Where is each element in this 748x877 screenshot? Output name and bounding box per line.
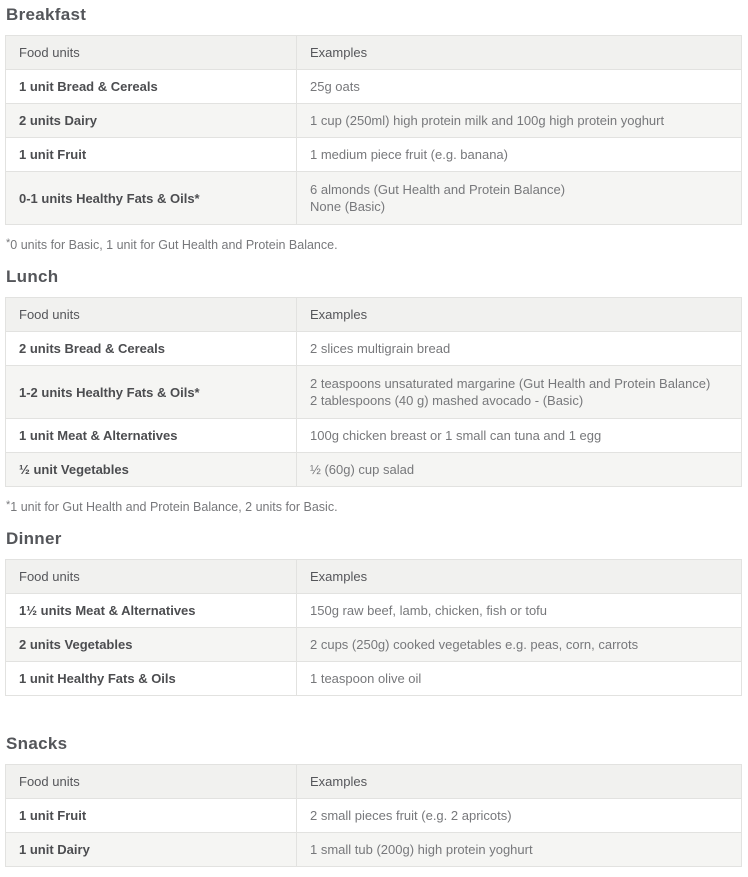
section-title: Snacks (6, 734, 68, 753)
table-row (6, 104, 742, 138)
examples-cell (297, 833, 742, 867)
section-dinner (5, 529, 742, 696)
examples-cell (297, 366, 742, 419)
food-units-cell: 1½ units Meat & Alternatives (6, 594, 297, 628)
food-units-cell: 1 unit Bread & Cereals (6, 70, 297, 104)
examples-cell (297, 104, 742, 138)
food-units-cell: 1 unit Fruit (6, 799, 297, 833)
footnote (6, 499, 742, 515)
snacks-table (5, 764, 742, 867)
example-line: 2 slices multigrain bread (310, 341, 451, 356)
food-units-cell: 2 units Dairy (6, 104, 297, 138)
table-row (6, 419, 742, 453)
food-units-cell: ½ unit Vegetables (6, 453, 297, 487)
table-row (6, 70, 742, 104)
example-line: None (Basic) (310, 199, 386, 214)
table-header-row (6, 765, 742, 799)
example-line: 2 teaspoons unsaturated margarine (Gut Health and Protein Balance) (310, 376, 711, 391)
food-units-cell: 1 unit Healthy Fats & Oils (6, 662, 297, 696)
examples-cell (297, 628, 742, 662)
examples-cell (297, 332, 742, 366)
examples-cell (297, 138, 742, 172)
food-units-cell: 2 units Bread & Cereals (6, 332, 297, 366)
example-line: 150g raw beef, lamb, chicken, fish or tofu (310, 603, 548, 618)
example-line: 6 almonds (Gut Health and Protein Balance) (310, 182, 566, 197)
column-header-examples: Examples (297, 560, 742, 594)
section-snacks (5, 734, 742, 867)
food-units-cell: 1 unit Fruit (6, 138, 297, 172)
column-header-examples: Examples (297, 298, 742, 332)
section-title: Breakfast (6, 5, 87, 24)
example-line: 25g oats (310, 79, 360, 94)
example-line: 2 tablespoons (40 g) mashed avocado - (Basic) (310, 393, 584, 408)
footnote-text: 1 unit for Gut Health and Protein Balance, 2 units for Basic. (10, 500, 338, 514)
column-header-food-units: Food units (6, 765, 297, 799)
example-line: 1 medium piece fruit (e.g. banana) (310, 147, 508, 162)
section-breakfast (5, 5, 742, 253)
food-units-cell: 1 unit Meat & Alternatives (6, 419, 297, 453)
column-header-examples: Examples (297, 765, 742, 799)
table-row (6, 366, 742, 419)
examples-cell (297, 799, 742, 833)
lunch-table (5, 297, 742, 487)
examples-cell (297, 172, 742, 225)
examples-cell (297, 453, 742, 487)
table-row (6, 453, 742, 487)
footnote-marker: * (6, 499, 11, 511)
example-line: 100g chicken breast or 1 small can tuna and 1 egg (310, 428, 602, 443)
examples-cell (297, 594, 742, 628)
table-header-row (6, 36, 742, 70)
column-header-examples: Examples (297, 36, 742, 70)
table-row (6, 799, 742, 833)
example-line: 1 teaspoon olive oil (310, 671, 422, 686)
table-row (6, 662, 742, 696)
table-row (6, 332, 742, 366)
examples-cell (297, 662, 742, 696)
table-row (6, 833, 742, 867)
examples-cell (297, 419, 742, 453)
table-header-row (6, 560, 742, 594)
table-header-row (6, 298, 742, 332)
table-row (6, 172, 742, 225)
table-row (6, 628, 742, 662)
table-row (6, 594, 742, 628)
table-row (6, 138, 742, 172)
example-line: 2 small pieces fruit (e.g. 2 apricots) (310, 808, 512, 823)
food-units-cell: 1 unit Dairy (6, 833, 297, 867)
section-title: Lunch (6, 267, 59, 286)
section-lunch (5, 267, 742, 515)
column-header-food-units: Food units (6, 298, 297, 332)
dinner-table (5, 559, 742, 696)
example-line: 1 small tub (200g) high protein yoghurt (310, 842, 533, 857)
footnote-marker: * (6, 237, 11, 249)
example-line: 2 cups (250g) cooked vegetables e.g. peas, corn, carrots (310, 637, 639, 652)
food-units-cell: 1-2 units Healthy Fats & Oils* (6, 366, 297, 419)
breakfast-table (5, 35, 742, 225)
footnote-text: 0 units for Basic, 1 unit for Gut Health and Protein Balance. (10, 238, 338, 252)
food-units-cell: 0-1 units Healthy Fats & Oils* (6, 172, 297, 225)
example-line: ½ (60g) cup salad (310, 462, 415, 477)
section-title: Dinner (6, 529, 62, 548)
column-header-food-units: Food units (6, 36, 297, 70)
example-line: 1 cup (250ml) high protein milk and 100g high protein yoghurt (310, 113, 665, 128)
examples-cell (297, 70, 742, 104)
footnote (6, 237, 742, 253)
food-units-cell: 2 units Vegetables (6, 628, 297, 662)
column-header-food-units: Food units (6, 560, 297, 594)
